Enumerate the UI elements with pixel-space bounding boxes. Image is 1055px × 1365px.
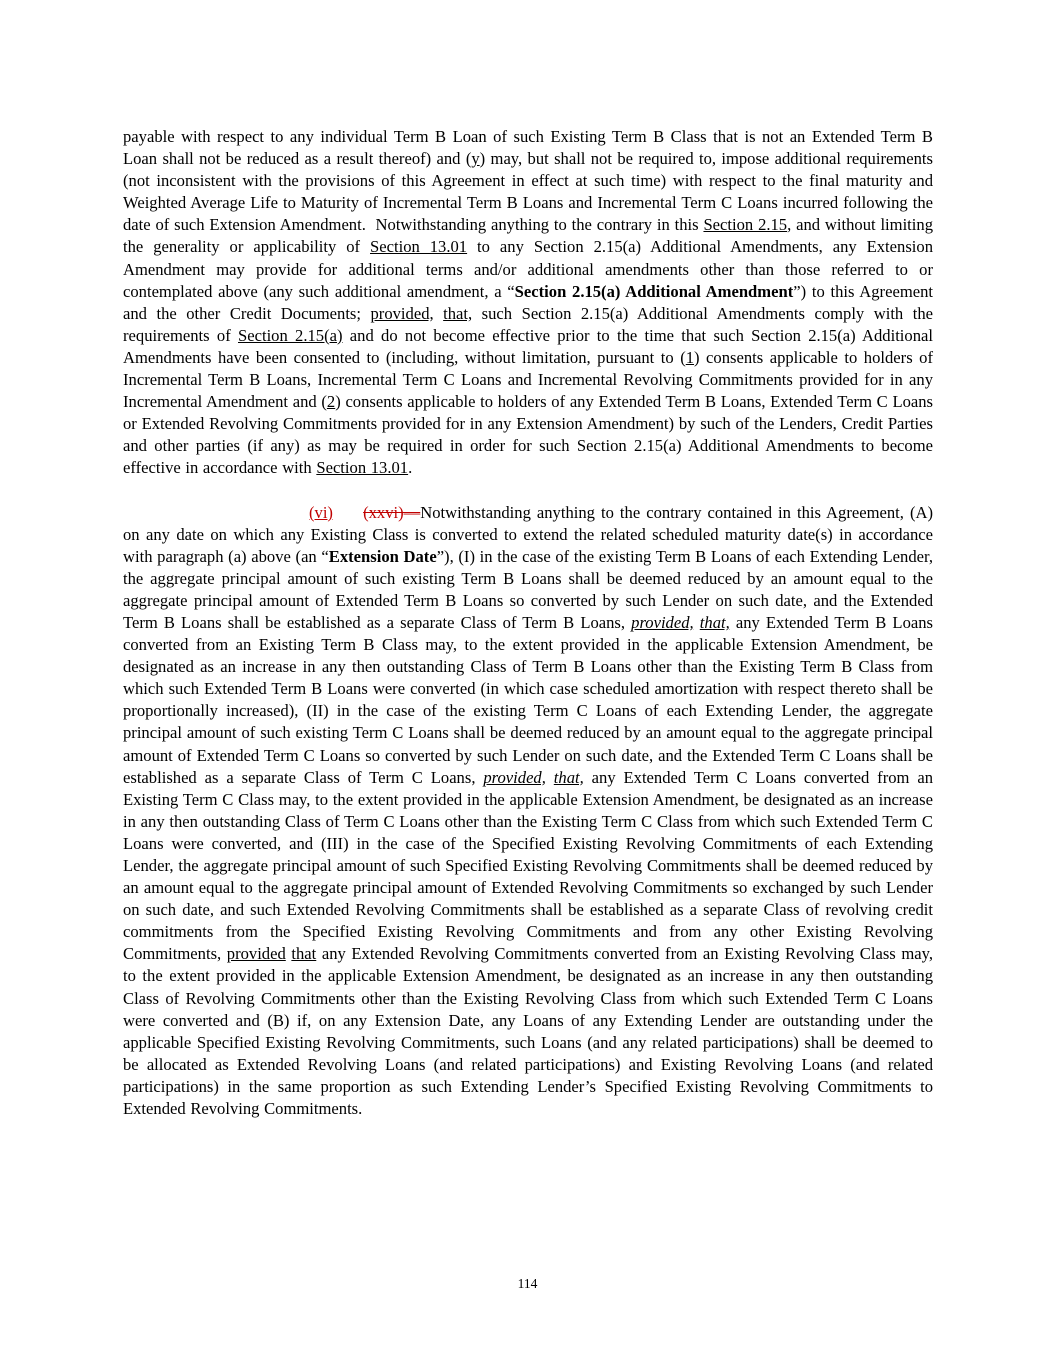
- text-run: ) may, but shall not be required to, impose additional requirements (not inconsistent with the provisions of this Agreement in effect at such time) with respect to the final maturity and Weighted Average Life to Maturity of Incremental Term B Loans and Incremental Term C Loans incurred following the date of such Extension Amendment. Notwithstanding anything to the contrary in this: [123, 149, 933, 235]
- text-run: Section 2.15: [703, 215, 788, 235]
- clause-vi-paragraph: [123, 502, 933, 1121]
- text-run: any Extended Term B Loans converted from an Existing Term B Class may, to the extent provided in the applicable Extension Amendment, be designated as an increase in any then outstanding Class of Term B Loans other than the Existing Term B Class from which such Extended Term B Loans were converted (in which case scheduled amortization with respect thereto shall be proportionally increased), (II) in the case of the existing Term C Loans of each Extending Lender, the aggregate principal amount of such existing Term C Loans shall be deemed reduced by an amount equal to the aggregate principal amount of Extended Term C Loans so converted by such Lender on such date, and the Extended Term C Loans shall be established as a separate Class of Term C Loans,: [123, 612, 933, 787]
- text-run: ”), (I) in the case of the existing Term B Loans of each Extending Lender, the aggregate principal amount of such existing Term B Loans shall be deemed reduced by an amount equal to the aggregate principal amount of Extended Term B Loans so converted by such Lender on such date, and the Extended Term B Loans shall be established as a separate Class of Term B Loans,: [123, 546, 933, 632]
- text-run: 1: [685, 347, 695, 367]
- text-run: ”) to this Agreement and the other Credit Documents;: [123, 281, 933, 323]
- text-run: to any Section 2.15(a) Additional Amendments, any Extension Amendment may provide for additional terms and/or additional amendments other than those referred to or contemplated above (any such additional amendment, a “: [123, 237, 933, 301]
- text-run: that: [291, 944, 317, 964]
- inserted-text-run: (vi): [309, 502, 333, 522]
- deleted-text-run: (xxvi)—: [363, 502, 421, 522]
- text-run: Section 13.01: [370, 237, 468, 257]
- text-run: ) consents applicable to holders of any Extended Term B Loans, Extended Term C Loans or Extended Revolving Commitments provided for in any Extension Amendment) by such of the Lenders, Credit Parties and other parties (if any) as may be required in order for such Section 2.15(a) Additional Amendments to become effective in accordance with: [123, 392, 934, 478]
- text-run: 2: [326, 392, 336, 412]
- document-body: [123, 126, 933, 1142]
- text-run: payable with respect to any individual Term B Loan of such Existing Term B Class that is not an Extended Term B Loan shall not be reduced as a result thereof) and (: [123, 127, 933, 169]
- text-run: provided,: [631, 612, 694, 632]
- body-paragraph-continuation: [123, 126, 933, 480]
- text-run: y: [471, 149, 480, 169]
- text-run: .: [408, 458, 413, 478]
- text-run: provided: [226, 944, 286, 964]
- text-run: ) consents applicable to holders of Incremental Term B Loans, Incremental Term C Loans and Incremental Revolving Commitments provided for in any Incremental Amendment and (: [123, 347, 933, 412]
- text-run: provided,: [483, 767, 546, 787]
- text-run: [546, 768, 554, 787]
- text-run: Section 2.15(a) Additional Amendment: [514, 281, 794, 301]
- text-run: that,: [553, 767, 584, 787]
- text-run: any Extended Term C Loans converted from an Existing Term C Class may, to the extent provided in the applicable Extension Amendment, be designated as an increase in any then outstanding Class of Term C Loans other than the Existing Term C Class from which such Extended Term C Loans were converted, and (III) in the case of the Specified Existing Revolving Commitments of each Extending Lender, the aggregate principal amount of such Specified Existing Revolving Commitments shall be deemed reduced by an amount equal to the aggregate principal amount of Extended Revolving Commitments so exchanged by such Lender on such date, and such Extended Revolving Commitments shall be established as a separate Class of revolving credit commitments from the Specified Existing Revolving Commitments and from any other Existing Revolving Commitments,: [123, 767, 933, 964]
- text-run: Extension Date: [328, 546, 437, 566]
- text-run: [333, 503, 363, 522]
- text-run: that,: [699, 612, 730, 632]
- page-number: 114: [517, 1276, 538, 1291]
- text-run: [434, 304, 444, 323]
- text-run: any Extended Revolving Commitments converted from an Existing Revolving Class may, to the extent provided in the applicable Extension Amendment, be designated as an increase in any then outstanding Class of Revolving Commitments other than the Existing Revolving Class from which such Extended Term C Loans were converted and (B) if, on any Extension Date, any Loans of any Extending Lender are outstanding under the applicable Specified Existing Revolving Commitments, such Loans (and any related participations) shall be deemed to be allocated as Extended Revolving Loans (and related participations) and Existing Revolving Loans (and related participations) in the same proportion as such Extending Lender’s Specified Existing Revolving Commitments to Extended Revolving Commitments.: [123, 944, 933, 1119]
- text-run: and do not become effective prior to the time that such Section 2.15(a) Additional Amendments have been consented to (including, without limitation, pursuant to (: [123, 325, 933, 367]
- text-run: , and without limiting the generality or applicability of: [123, 215, 933, 257]
- text-run: such Section 2.15(a) Additional Amendments comply with the requirements of: [123, 303, 933, 345]
- text-run: provided,: [370, 303, 434, 323]
- text-run: Notwithstanding anything to the contrary contained in this Agreement, (A) on any date on which any Existing Class is converted to extend the related scheduled maturity date(s) in accordance with paragraph (a) above (an “: [123, 502, 933, 566]
- text-run: Section 2.15(a): [238, 325, 343, 345]
- text-run: Section 13.01: [316, 458, 409, 478]
- text-run: that,: [443, 303, 473, 323]
